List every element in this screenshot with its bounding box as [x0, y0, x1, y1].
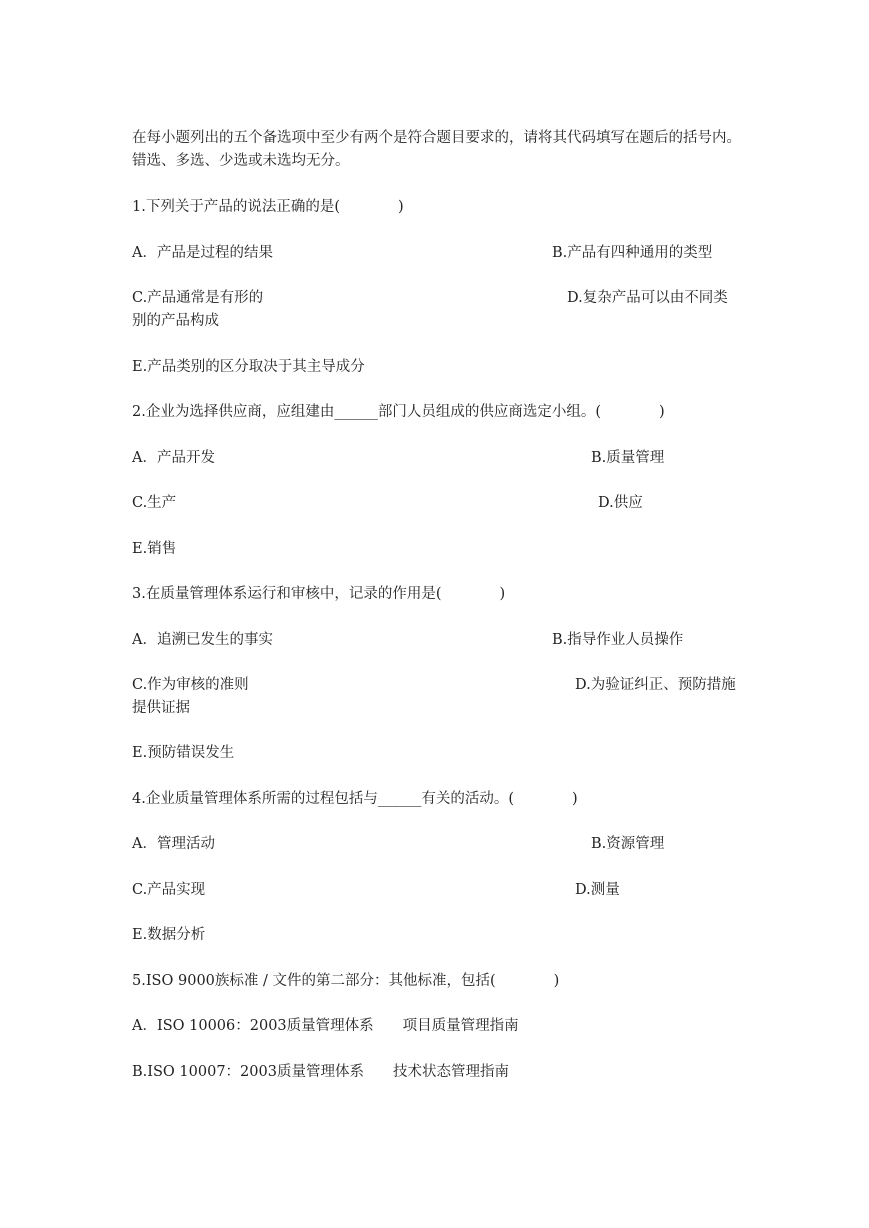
question-5-option-a: A．ISO 10006：2003质量管理体系 项目质量管理指南	[132, 1018, 519, 1034]
question-4-option-d: D.测量	[575, 882, 620, 898]
question-2-option-b: B.质量管理	[591, 450, 665, 466]
question-4-stem: 4.企业质量管理体系所需的过程包括与______有关的活动。( )	[132, 791, 578, 807]
question-2-option-c: C.生产	[132, 495, 177, 511]
question-3-stem: 3.在质量管理体系运行和审核中，记录的作用是( )	[132, 586, 506, 602]
question-5-option-b: B.ISO 10007：2003质量管理体系 技术状态管理指南	[132, 1064, 509, 1080]
question-4-option-b: B.资源管理	[591, 836, 665, 852]
question-2-stem: 2.企业为选择供应商，应组建由______部门人员组成的供应商选定小组。( )	[132, 404, 665, 420]
question-1-option-d-continued: 别的产品构成	[132, 313, 219, 329]
question-1-option-b: B.产品有四种通用的类型	[552, 245, 713, 261]
question-3-option-a: A．追溯已发生的事实	[132, 632, 273, 648]
question-1-option-e: E.产品类别的区分取决于其主导成分	[132, 359, 365, 375]
question-3-option-d: D.为验证纠正、预防措施	[575, 677, 736, 693]
question-4-option-a: A．管理活动	[132, 836, 215, 852]
question-2-option-e: E.销售	[132, 541, 177, 557]
question-4-option-c: C.产品实现	[132, 882, 206, 898]
question-3-option-c: C.作为审核的准则	[132, 677, 249, 693]
question-1-option-d: D.复杂产品可以由不同类	[567, 290, 728, 306]
question-2-option-a: A．产品开发	[132, 450, 215, 466]
question-3-option-b: B.指导作业人员操作	[552, 632, 684, 648]
question-2-option-d: D.供应	[598, 495, 643, 511]
instructions-paragraph: 在每小题列出的五个备选项中至少有两个是符合题目要求的，请将其代码填写在题后的括号内。错选、多选、少选或未选均无分。	[132, 130, 741, 169]
question-1-stem: 1.下列关于产品的说法正确的是( )	[132, 199, 404, 215]
question-3-option-e: E.预防错误发生	[132, 745, 235, 761]
question-1-option-a: A．产品是过程的结果	[132, 245, 273, 261]
question-4-option-e: E.数据分析	[132, 927, 206, 943]
question-5-stem: 5.ISO 9000族标准 / 文件的第二部分：其他标准，包括( )	[132, 973, 560, 989]
question-3-option-d-continued: 提供证据	[132, 700, 190, 716]
question-1-option-c: C.产品通常是有形的	[132, 290, 264, 306]
